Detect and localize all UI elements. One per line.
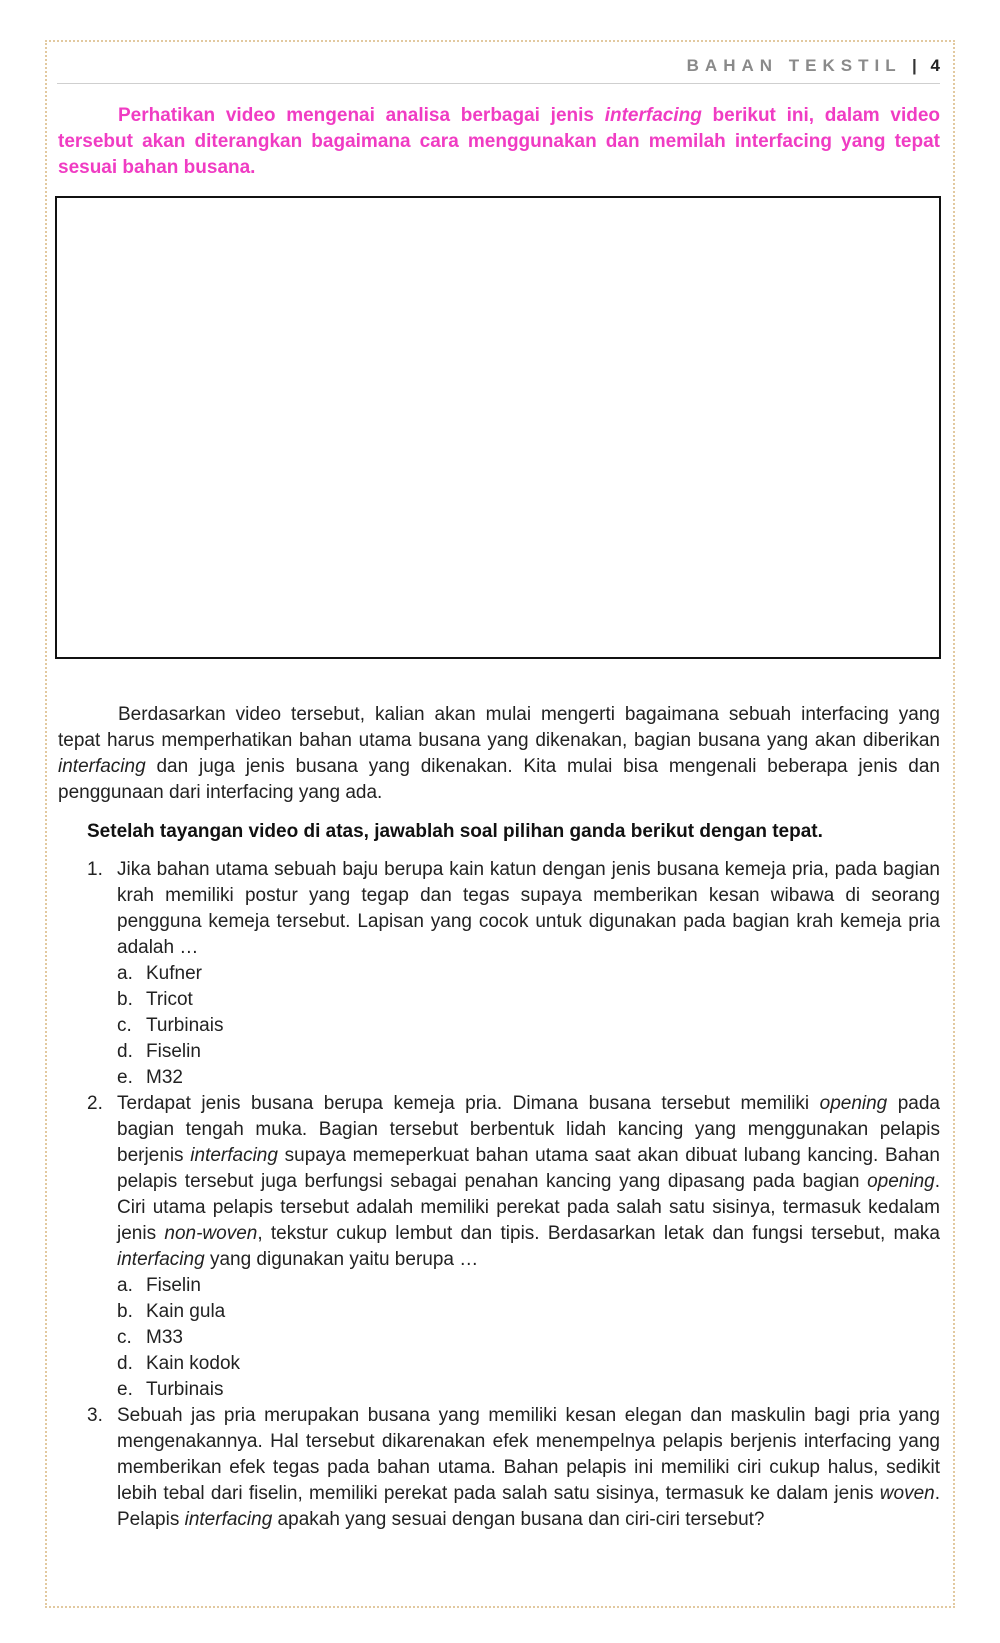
answer-option-d[interactable]: d. Fiselin: [117, 1041, 201, 1062]
question-instruction: Setelah tayangan video di atas, jawablah soal pilihan ganda berikut dengan tepat.: [87, 821, 823, 842]
answer-option-e[interactable]: e. M32: [117, 1067, 183, 1088]
page-number: 4: [930, 56, 940, 75]
answer-option-e[interactable]: e. Turbinais: [117, 1379, 224, 1400]
answer-option-b[interactable]: b. Tricot: [117, 989, 193, 1010]
intro-instruction: Perhatikan video mengenai analisa berbagai jenis interfacing berikut ini, dalam video tersebut akan diterangkan bagaimana cara menggunakan dan memilah interfacing yang tepat sesuai bahan busana.: [58, 105, 940, 178]
answer-option-c[interactable]: c. Turbinais: [117, 1015, 224, 1036]
header-separator: |: [912, 56, 920, 75]
header-title: BAHAN TEKSTIL: [686, 56, 902, 75]
answer-option-a[interactable]: a. Fiselin: [117, 1275, 201, 1296]
answer-option-a[interactable]: a. Kufner: [117, 963, 202, 984]
question-number: 2.: [87, 1093, 103, 1114]
page-header: [57, 56, 940, 84]
question-2: [87, 1091, 940, 1403]
video-embed-frame[interactable]: [55, 196, 941, 659]
explanation-paragraph: Berdasarkan video tersebut, kalian akan mulai mengerti bagaimana sebuah interfacing yang tepat harus memperhatikan bahan utama busana yang dikenakan, bagian busana yang akan diberikan interfacing dan juga jenis busana yang dikenakan. Kita mulai bisa mengenali beberapa jenis dan penggunaan dari interfacing yang ada.: [58, 704, 940, 803]
question-list: [87, 857, 940, 1533]
question-text: Terdapat jenis busana berupa kemeja pria. Dimana busana tersebut memiliki opening pada bagian tengah muka. Bagian tersebut berbentuk lidah kancing yang menggunakan pelapis berjenis interfacing supaya memeperkuat bahan utama saat akan dibuat lubang kancing. Bahan pelapis tersebut juga berfungsi sebagai penahan kancing yang dipasang pada bagian opening. Ciri utama pelapis tersebut adalah memiliki perekat pada salah satu sisinya, termasuk kedalam jenis non-woven, tekstur cukup lembut dan tipis. Berdasarkan letak dan fungsi tersebut, maka interfacing yang digunakan yaitu berupa …: [117, 1093, 941, 1270]
question-3: [87, 1403, 940, 1533]
question-text: Jika bahan utama sebuah baju berupa kain katun dengan jenis busana kemeja pria, pada bagian krah memiliki postur yang tegap dan tegas supaya memberikan kesan wibawa di seorang pengguna kemeja tersebut. Lapisan yang cocok untuk digunakan pada bagian krah kemeja pria adalah …: [117, 859, 940, 958]
question-1: [87, 857, 940, 1091]
question-number: 1.: [87, 859, 103, 880]
question-number: 3.: [87, 1405, 103, 1426]
answer-options: [117, 1273, 940, 1403]
answer-option-d[interactable]: d. Kain kodok: [117, 1353, 241, 1374]
answer-option-b[interactable]: b. Kain gula: [117, 1301, 226, 1322]
answer-option-c[interactable]: c. M33: [117, 1327, 183, 1348]
question-text: Sebuah jas pria merupakan busana yang memiliki kesan elegan dan maskulin bagi pria yang mengenakannya. Hal tersebut dikarenakan efek menempelnya pelapis berjenis interfacing yang memberikan efek tegas pada bahan utama. Bahan pelapis ini memiliki ciri cukup halus, sedikit lebih tebal dari fiselin, memiliki perekat pada salah satu sisinya, termasuk ke dalam jenis woven. Pelapis interfacing apakah yang sesuai dengan busana dan ciri-ciri tersebut?: [117, 1405, 940, 1530]
answer-options: [117, 961, 940, 1091]
